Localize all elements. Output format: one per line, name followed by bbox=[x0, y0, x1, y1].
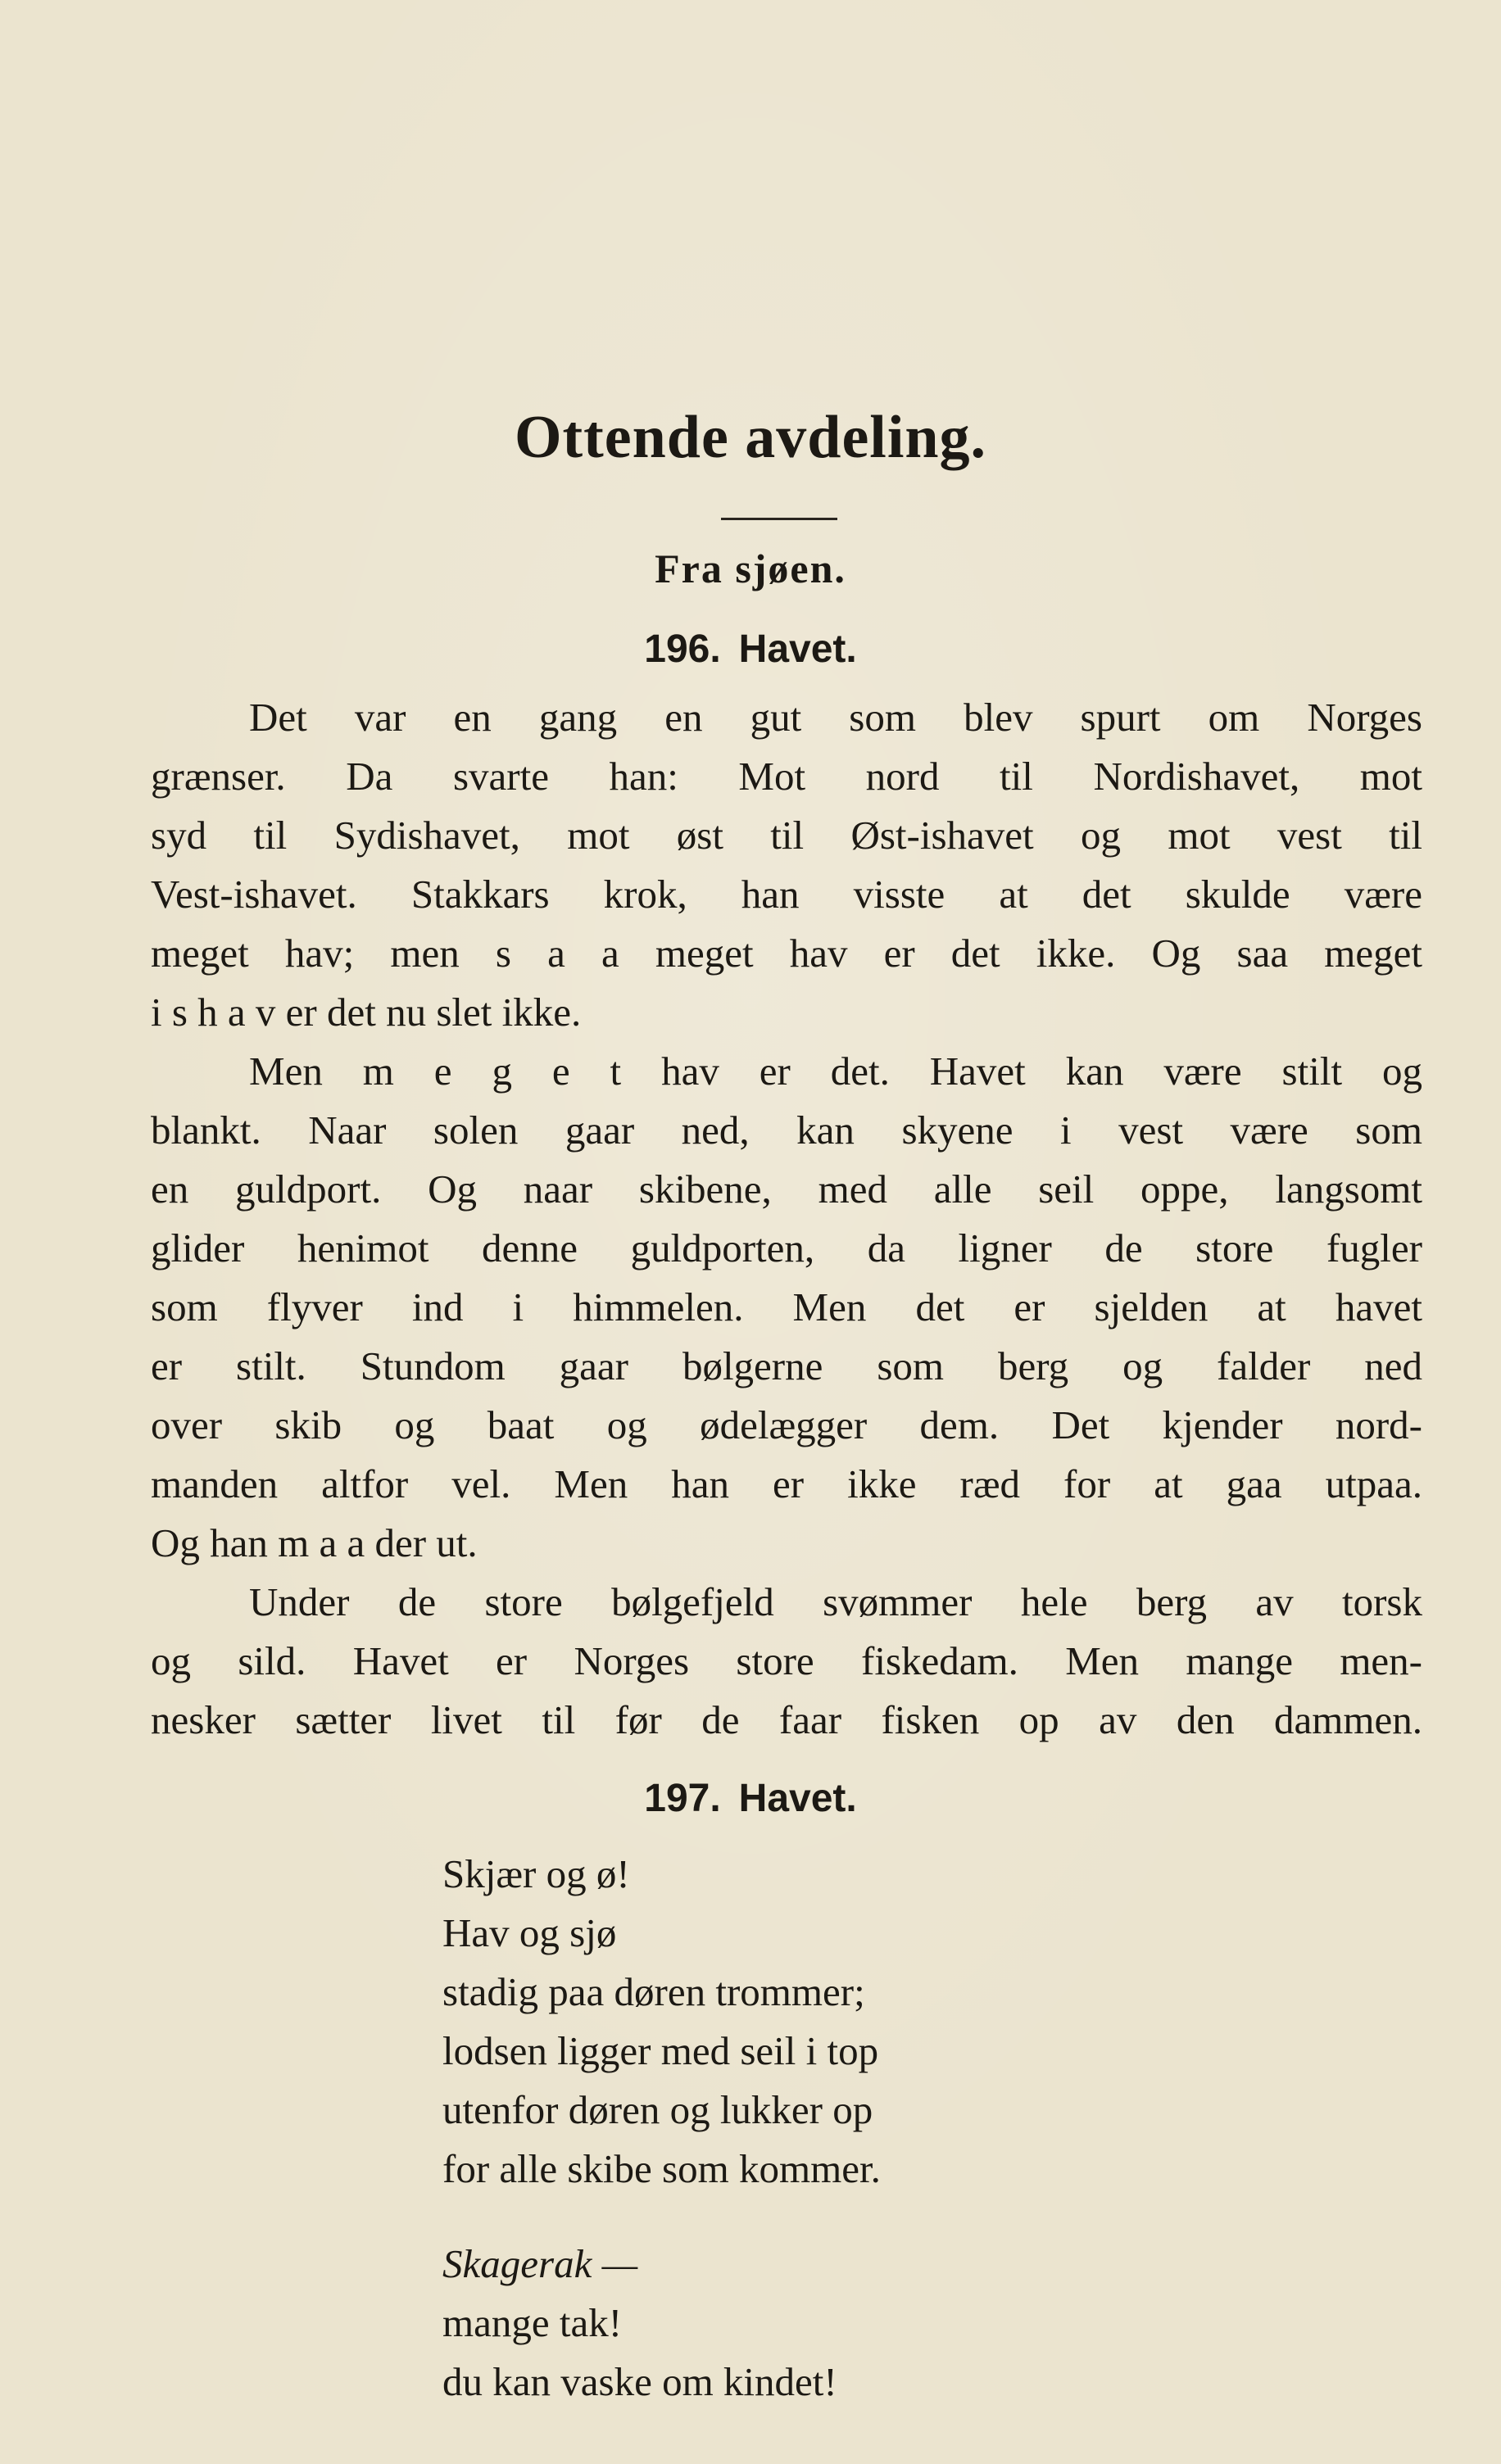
piece-196-title: Havet. bbox=[738, 627, 857, 671]
text-line: Og han m a a der ut. bbox=[151, 1520, 478, 1565]
poem-line: Skagerak — bbox=[442, 2241, 638, 2286]
text-line: og sild. Havet er Norges store fiskedam. Men mange men- bbox=[151, 1638, 1422, 1683]
poem-line: Hav og sjø bbox=[442, 1910, 617, 1955]
piece-197-number: 197. bbox=[644, 1777, 721, 1820]
text-line: glider henimot denne guldporten, da ligner de store fugler bbox=[151, 1225, 1422, 1270]
section-title: Fra sjøen. bbox=[655, 546, 846, 591]
text-line: som flyver ind i himmelen. Men det er sjelden at havet bbox=[151, 1284, 1422, 1329]
title-divider bbox=[721, 518, 837, 520]
text-line: grænser. Da svarte han: Mot nord til Nordishavet, mot bbox=[151, 754, 1422, 799]
piece-196-number: 196. bbox=[644, 627, 721, 671]
text-line: manden altfor vel. Men han er ikke ræd for at gaa utpaa. bbox=[151, 1461, 1422, 1506]
poem-line: utenfor døren og lukker op bbox=[442, 2087, 873, 2132]
piece-197-heading bbox=[0, 1776, 1501, 1821]
text-line: syd til Sydishavet, mot øst til Øst-ishavet og mot vest til bbox=[151, 813, 1422, 858]
poem-line: stadig paa døren trommer; bbox=[442, 1969, 865, 2014]
text-line: Vest-ishavet. Stakkars krok, han visste at det skulde være bbox=[151, 872, 1422, 917]
poem-line: for alle skibe som kommer. bbox=[442, 2146, 881, 2191]
poem-line: mange tak! bbox=[442, 2300, 623, 2345]
text-line: en guldport. Og naar skibene, med alle seil oppe, langsomt bbox=[151, 1166, 1422, 1212]
piece-196-heading bbox=[0, 627, 1501, 672]
poem-line: Skjær og ø! bbox=[442, 1851, 630, 1896]
text-line: over skib og baat og ødelægger dem. Det kjender nord- bbox=[151, 1402, 1422, 1447]
text-line: blankt. Naar solen gaar ned, kan skyene i vest være som bbox=[151, 1107, 1422, 1153]
text-line: i s h a v er det nu slet ikke. bbox=[151, 990, 582, 1035]
piece-197-poem bbox=[442, 1845, 1180, 2412]
text-line: Under de store bølgefjeld svømmer hele berg av torsk bbox=[249, 1579, 1422, 1624]
piece-197-title: Havet. bbox=[738, 1777, 857, 1820]
text-line: nesker sætter livet til før de faar fisken op av den dammen. bbox=[151, 1697, 1422, 1742]
text-line: Men m e g e t hav er det. Havet kan være stilt og bbox=[249, 1049, 1422, 1094]
chapter-title: Ottende avdeling. bbox=[514, 404, 987, 471]
text-line: Det var en gang en gut som blev spurt om Norges bbox=[249, 695, 1422, 740]
text-line: meget hav; men s a a meget hav er det ikke. Og saa meget bbox=[151, 931, 1422, 976]
poem-line: lodsen ligger med seil i top bbox=[442, 2028, 879, 2073]
piece-196-text bbox=[151, 688, 1422, 1750]
text-line: er stilt. Stundom gaar bølgerne som berg og falder ned bbox=[151, 1343, 1422, 1388]
poem-line: du kan vaske om kindet! bbox=[442, 2359, 837, 2404]
stanza-gap bbox=[442, 2199, 1180, 2235]
